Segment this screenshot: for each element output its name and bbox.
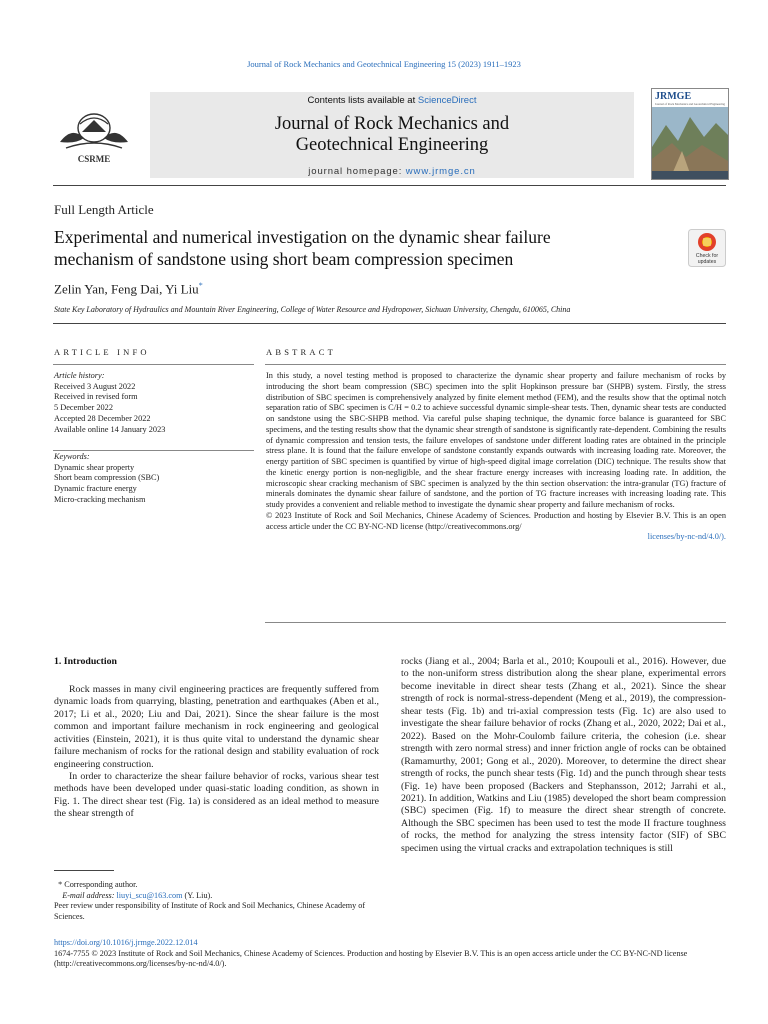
- journal-title-line1: Journal of Rock Mechanics and: [274, 114, 510, 134]
- cover-image: [652, 107, 728, 179]
- csrme-logo-graphic: [52, 108, 136, 166]
- keyword-item: Micro-cracking mechanism: [54, 494, 146, 504]
- email-label: E-mail address:: [62, 890, 115, 900]
- header-rule: [53, 185, 726, 186]
- footnote: [54, 880, 379, 922]
- abstract-body: [266, 371, 726, 543]
- license-link[interactable]: licenses/by-nc-nd/4.0/).: [647, 532, 726, 542]
- authors-text: Zelin Yan, Feng Dai, Yi Liu: [54, 281, 199, 297]
- journal-homepage: [150, 166, 634, 177]
- article-type: Full Length Article: [54, 202, 154, 217]
- footnote-rule: [54, 870, 114, 871]
- section-rule: [53, 323, 726, 324]
- doi-link[interactable]: https://doi.org/10.1016/j.jrmge.2022.12.014: [54, 938, 198, 947]
- history-item: Received 3 August 2022: [54, 381, 136, 391]
- running-head[interactable]: Journal of Rock Mechanics and Geotechnical Engineering 15 (2023) 1911–1923: [247, 59, 521, 69]
- abstract-copyright: © 2023 Institute of Rock and Soil Mechanics, Chinese Academy of Sciences. Production and hosting by Elsevier B.V. This is an open access article under the CC BY-NC-ND license (http://creativecommons.org/: [266, 510, 726, 531]
- homepage-link[interactable]: www.jrmge.cn: [405, 166, 476, 177]
- section-heading-introduction: 1. Introduction: [54, 656, 117, 667]
- contents-prefix: Contents lists available at: [307, 95, 418, 106]
- history-item: 5 December 2022: [54, 403, 113, 413]
- crossmark-label-1: Check for: [695, 253, 719, 259]
- homepage-prefix: journal homepage:: [308, 166, 406, 177]
- keyword-item: Dynamic fracture energy: [54, 484, 137, 494]
- journal-cover[interactable]: [651, 88, 729, 180]
- keyword-item: Short beam compression (SBC): [54, 473, 160, 483]
- keywords-rule: [53, 450, 254, 451]
- journal-banner: [150, 92, 634, 178]
- corresponding-note: [54, 880, 379, 891]
- intro-right-column: rocks (Jiang et al., 2004; Barla et al., 2010; Koupouli et al., 2016). However, due to the non-uniform stress distribution along the shear plane, experimental errors become inevitable in direct shear tests (Zhang et al., 2021). Since the shear strength of rock is normal-stress-dependent (Meng et al., 2019), the compression-shear tests (Fig. 1b) and tri-axial compression tests (Fig. 1c) are also used to investigate the shear failure behavior of rocks (Zhang et al., 2020, 2022; Dai et al., 2022). Based on the Mohr-Coulomb failure criteria, the cohesion (i.e. shear strength with zero normal stress) and inner friction angle of rocks can be obtained (Ramamurthy, 2001; Gong et al., 2020). Moreover, to determine the direct shear strength of rocks, the punch shear tests (Fig. 1d) and the punch through shear tests (Fig. 1e) have been proposed (Backers and Stephansson, 2012; Jarrahi et al., 2021). In addition, Watkins and Liu (1985) developed the short beam compression (SBC) specimen (Fig. 1f) to measure the direct shear strength of concrete. Although the SBC specimen has been used to test the mode II fracture toughness of rocks, the method for analyzing the stress intensity factor (SIF) of SBC specimen using the virtual cracks and extrapolation techniques is still: [401, 656, 726, 854]
- email-line: [54, 891, 379, 902]
- affiliation: State Key Laboratory of Hydraulics and Mountain River Engineering, College of Water Resource and Hydropower, Sichuan University, Chengdu, 610065, China: [54, 305, 571, 314]
- footnote-mark: *: [58, 880, 63, 889]
- csrme-label: CSRME: [77, 154, 111, 164]
- peer-review-note: Peer review under responsibility of Institute of Rock and Soil Mechanics, Chinese Academy of Sciences.: [54, 901, 366, 921]
- history-label: Article history:: [54, 371, 105, 380]
- title-line2: mechanism of sandstone using short beam compression specimen: [54, 249, 514, 269]
- page-footer: [54, 938, 726, 970]
- journal-title: [150, 114, 634, 156]
- article-history: [54, 371, 254, 435]
- crossmark-label-2: updates: [697, 259, 717, 265]
- journal-title-line2: Geotechnical Engineering: [295, 135, 489, 155]
- history-item: Received in revised form: [54, 392, 138, 402]
- csrme-logo: [52, 108, 136, 166]
- keyword-item: Dynamic shear property: [54, 462, 135, 472]
- email-link[interactable]: liuyi_scu@163.com: [116, 890, 183, 900]
- history-item: Accepted 28 December 2022: [54, 413, 151, 423]
- article-info-rule: [53, 364, 254, 365]
- title-line1: Experimental and numerical investigation on the dynamic shear failure: [54, 227, 551, 247]
- history-item: Available online 14 January 2023: [54, 424, 166, 434]
- author-list: [54, 281, 203, 297]
- check-for-updates-badge[interactable]: [688, 229, 726, 267]
- corresponding-text: Corresponding author.: [64, 880, 138, 889]
- abstract-heading: ABSTRACT: [266, 347, 336, 357]
- issn-line: 1674-7755 © 2023 Institute of Rock and Soil Mechanics, Chinese Academy of Sciences. Production and hosting by Elsevier B.V. This is an open access article under the CC BY-NC-ND license (http://creativecommons.org/licenses/by-nc-nd/4.0/).: [54, 948, 688, 969]
- sciencedirect-link[interactable]: ScienceDirect: [417, 95, 477, 106]
- intro-paragraph-1: Rock masses in many civil engineering practices are frequently suffered from dynamic loads from quarrying, blasting, penetration and earthquakes (Aben et al., 2017; Li et al., 2020; Liu and Dai, 2021). Since the shear failure is the most common and important failure mechanism in rock engineering and geological activities (Einstein, 2021), it is thus quite vital to understand the dynamic shear failure mechanism of rocks for the rational design and stability evaluation of rock engineering construction.: [54, 684, 379, 770]
- abstract-end-rule: [265, 622, 726, 623]
- email-suffix: (Y. Liu).: [184, 890, 213, 900]
- abstract-text: In this study, a novel testing method is proposed to characterize the dynamic shear property and failure mechanism of rocks by introducing the short beam compression (SBC) specimen into the split Hopkinson pressure bar (SHPB) system. Firstly, the stress distribution of SBC specimen is comprehensively analyzed by finite element method (FEM), and the results show that the optimal notch separation ratio of SBC specimen is C/H = 0.2 to achieve successful dynamic simple-shear tests. Then, dynamic shear tests are conducted on sandstone using the SBC-SHPB method. Via careful pulse shaping technique, the dynamic force balance is guaranteed for SBC specimens, and the testing results show that the dynamic shear strength of sandstone is significantly rate-dependent. Combining the results of dynamic compression and tension tests, the failure envelopes of sandstone under different loading rates are obtained in the principle stress plane. It is found that the failure envelope of sandstone constantly expands outwards with increasing loading rate. Moreover, the energy partition of SBC specimen is quantified by virtue of high-speed digital image correlation (DIC) technique. The results show that the kinetic energy portion is non-negligible, and the shear fracture energy increases with increasing loading rate. In addition, the microscopic shear cracking mechanism of SBC specimen is analyzed by the thin section observation: the intra-granular (TG) fracture of minerals dominates the dynamic shear failure of sandstone, and the portion of TG fracture increases with increasing loading rate. This study provides a convenient and reliable method to investigate the dynamic shear property and failure mechanism of rocks.: [266, 371, 726, 509]
- contents-line: [150, 95, 634, 106]
- cover-subtitle: Journal of Rock Mechanics and Geotechnical Engineering: [655, 102, 725, 106]
- keywords-label: Keywords:: [54, 452, 90, 461]
- article-title: [54, 226, 674, 270]
- intro-paragraph-2: In order to characterize the shear failure behavior of rocks, various shear test methods have been developed under quasi-static loading condition, as shown in Fig. 1. The direct shear test (Fig. 1a) is considered as an ideal method to measure the shear strength of: [54, 771, 379, 820]
- abstract-rule: [265, 364, 726, 365]
- corresponding-author-mark[interactable]: *: [198, 281, 203, 290]
- keywords-block: [54, 452, 254, 506]
- article-info-heading: ARTICLE INFO: [54, 347, 150, 357]
- crossmark-icon: [688, 229, 726, 267]
- cover-title: JRMGE: [655, 91, 692, 102]
